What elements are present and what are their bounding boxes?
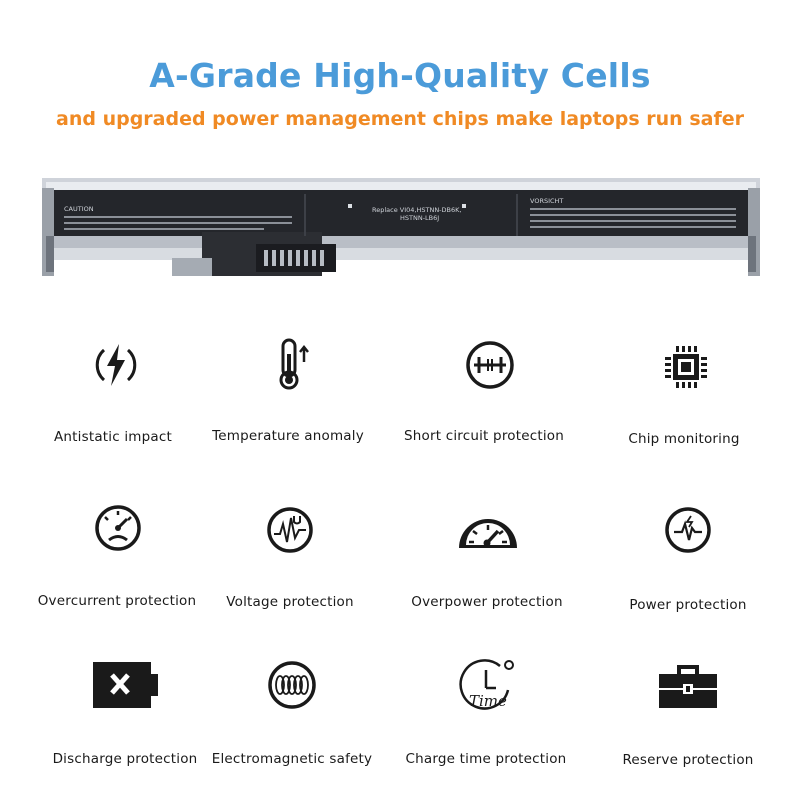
feature-label: Discharge protection — [52, 751, 198, 767]
voltage-wave-icon — [264, 504, 316, 556]
battery-replace-text: Replace VI04,HSTNN-DB6K, — [372, 206, 462, 214]
feature-short-circuit — [390, 340, 590, 390]
short-circuit-icon — [464, 340, 516, 390]
feature-chip — [586, 342, 786, 392]
feature-label: Power protection — [629, 597, 747, 613]
feature-label: Voltage protection — [226, 594, 354, 610]
battery-replace-text-2: HSTNN-LB6J — [400, 214, 440, 222]
feature-charge-time — [388, 656, 588, 716]
feature-voltage — [190, 504, 390, 556]
feature-label: Charge time protection — [405, 751, 567, 767]
chip-icon — [661, 342, 711, 392]
sad-gauge-icon — [92, 502, 144, 554]
clock-time-icon — [456, 656, 520, 716]
coil-icon — [265, 658, 319, 712]
feature-antistatic — [16, 338, 216, 390]
feature-temperature — [192, 336, 392, 392]
toolbox-icon — [655, 662, 721, 712]
feature-label: Reserve protection — [622, 752, 754, 768]
thermometer-icon — [266, 336, 318, 392]
feature-overpower — [388, 504, 588, 554]
speedometer-icon — [453, 504, 523, 554]
feature-label: Chip monitoring — [628, 431, 740, 447]
feature-label: Short circuit protection — [403, 428, 565, 444]
feature-electromagnetic — [192, 658, 392, 712]
clock-time-text: Time — [469, 692, 507, 710]
feature-power — [588, 504, 788, 556]
laptop-battery-image — [42, 176, 760, 278]
lightning-shield-icon — [90, 338, 142, 390]
page-title: A-Grade High-Quality Cells — [149, 56, 651, 95]
feature-reserve — [588, 662, 788, 712]
battery-caution-label: CAUTION — [64, 205, 94, 213]
page-subtitle: and upgraded power management chips make laptops run safer — [56, 108, 744, 130]
feature-label: Overpower protection — [411, 594, 563, 610]
power-pulse-icon — [662, 504, 714, 556]
feature-label: Electromagnetic safety — [211, 751, 373, 767]
feature-label: Temperature anomaly — [212, 428, 364, 444]
feature-label: Antistatic impact — [53, 429, 173, 445]
feature-overcurrent — [18, 502, 218, 554]
battery-vorsicht-label: VORSICHT — [530, 197, 564, 205]
feature-label: Overcurrent protection — [37, 593, 197, 609]
battery-x-icon — [91, 660, 161, 710]
